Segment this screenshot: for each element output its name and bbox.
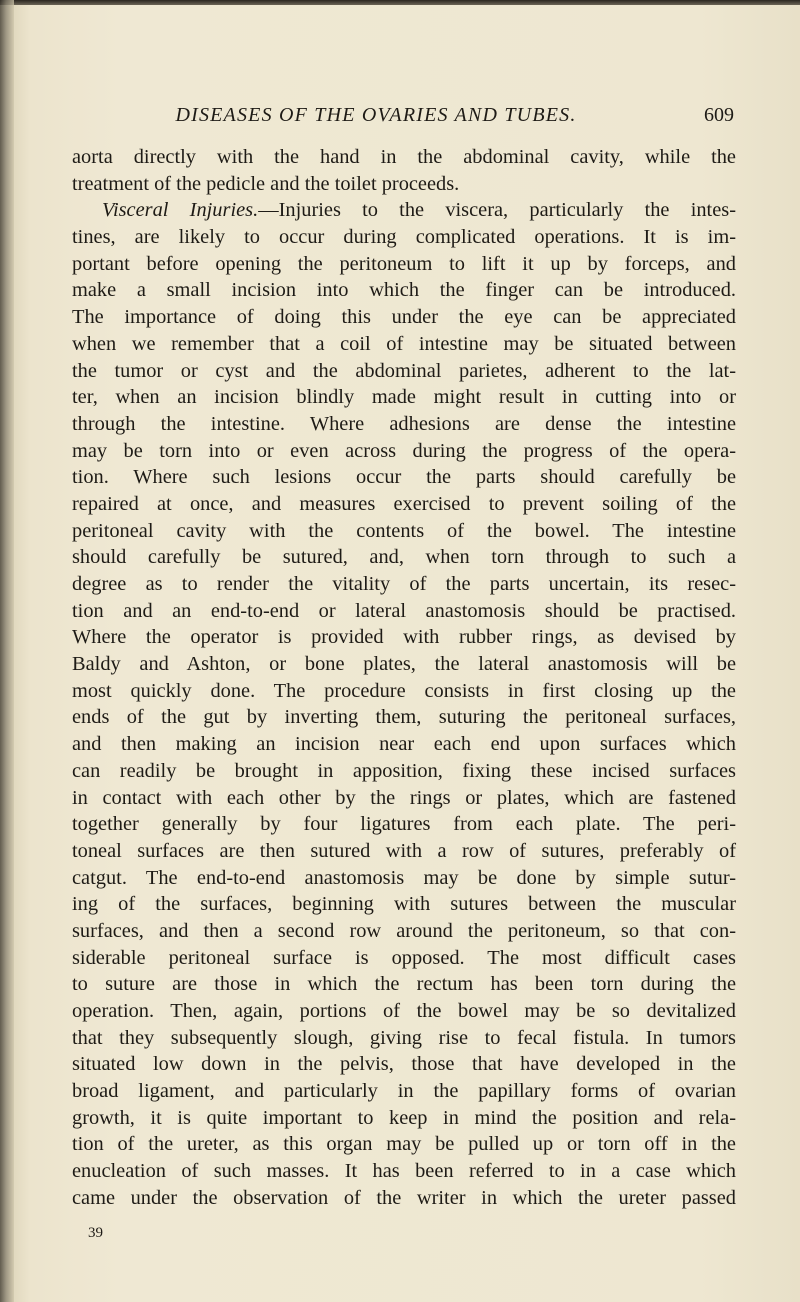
text-line-content: ing of the surfaces, beginning with sutures between the muscular <box>72 893 736 916</box>
text-line <box>72 544 736 571</box>
text-line <box>72 438 736 465</box>
text-line <box>72 1105 736 1132</box>
text-line-content: portant before opening the peritoneum to lift it up by forceps, and <box>72 252 736 275</box>
text-line <box>72 785 736 812</box>
text-line-content: that they subsequently slough, giving rise to fecal fistula. In tumors <box>72 1026 736 1049</box>
text-line-content: tion and an end-to-end or lateral anastomosis should be practised. <box>72 599 736 622</box>
text-line <box>72 1025 736 1052</box>
text-line-content: —Injuries to the viscera, particularly the intes- <box>258 199 736 222</box>
text-line-content: should carefully be sutured, and, when torn through to such a <box>72 546 736 569</box>
text-line-content: degree as to render the vitality of the parts uncertain, its resec- <box>72 573 736 595</box>
text-line <box>72 1158 736 1185</box>
text-line <box>72 1051 736 1078</box>
text-line <box>72 651 736 678</box>
text-line-content: broad ligament, and particularly in the papillary forms of ovarian <box>72 1080 736 1103</box>
text-line <box>72 704 736 731</box>
text-line <box>72 891 736 918</box>
text-line <box>72 331 736 358</box>
text-line-content: when we remember that a coil of intestine may be situated between <box>72 332 736 355</box>
text-line-content: may be torn into or even across during the progress of the opera- <box>72 439 736 462</box>
text-line-content: ends of the gut by inverting them, suturing the peritoneal surfaces, <box>72 706 736 729</box>
text-line-content: Baldy and Ashton, or bone plates, the lateral anastomosis will be <box>72 653 736 676</box>
text-line <box>72 971 736 998</box>
text-line <box>72 144 736 171</box>
text-line-content: The importance of doing this under the eye can be appreciated <box>72 306 736 329</box>
text-line <box>72 464 736 491</box>
text-line <box>72 1078 736 1105</box>
text-line-content: catgut. The end-to-end anastomosis may be done by simple sutur- <box>72 866 736 889</box>
text-line-content: together generally by four ligatures from each plate. The peri- <box>72 813 736 836</box>
page-number: 609 <box>704 104 734 126</box>
text-line <box>72 678 736 705</box>
text-line <box>72 224 736 251</box>
text-line <box>72 358 736 385</box>
text-line-content: make a small incision into which the finger can be introduced. <box>72 279 736 302</box>
text-line-content: treatment of the pedicle and the toilet proceeds. <box>72 172 460 195</box>
text-line <box>72 838 736 865</box>
text-line <box>72 624 736 651</box>
text-line <box>72 384 736 411</box>
text-line <box>72 865 736 892</box>
text-line-content: enucleation of such masses. It has been referred to in a case which <box>72 1160 736 1183</box>
text-line-content: through the intestine. Where adhesions are dense the intestine <box>72 412 736 435</box>
text-line-content: siderable peritoneal surface is opposed. The most difficult cases <box>72 946 736 969</box>
text-line <box>72 304 736 331</box>
text-line-content: aorta directly with the hand in the abdominal cavity, while the <box>72 146 736 168</box>
text-line-content: tion. Where such lesions occur the parts should carefully be <box>72 466 736 489</box>
text-line-content: in contact with each other by the rings or plates, which are fastened <box>72 786 736 809</box>
text-line <box>72 1131 736 1158</box>
text-line <box>72 171 736 198</box>
text-line <box>72 518 736 545</box>
text-line-content: can readily be brought in apposition, fixing these incised surfaces <box>72 759 736 782</box>
text-line-content: growth, it is quite important to keep in mind the position and rela- <box>72 1106 736 1129</box>
text-line <box>72 918 736 945</box>
text-line-content: most quickly done. The procedure consists in first closing up the <box>72 679 736 702</box>
text-line <box>72 491 736 518</box>
running-head-title: DISEASES OF THE OVARIES AND TUBES. <box>175 104 577 126</box>
text-line-content: surfaces, and then a second row around the peritoneum, so that con- <box>72 919 736 942</box>
text-line-content: ter, when an incision blindly made might result in cutting into or <box>72 386 736 409</box>
text-line-content: Where the operator is provided with rubber rings, as devised by <box>72 626 736 649</box>
text-line <box>72 598 736 625</box>
page-top-edge <box>0 0 800 5</box>
text-line-content: to suture are those in which the rectum has been torn during the <box>72 973 736 996</box>
running-head <box>98 104 734 134</box>
section-heading-italic: Visceral Injuries. <box>102 199 259 222</box>
text-line-content: peritoneal cavity with the contents of the bowel. The intestine <box>72 519 736 542</box>
text-line-content: operation. Then, again, portions of the bowel may be so devitalized <box>72 1000 736 1022</box>
text-line-content: situated low down in the pelvis, those that have developed in the <box>72 1053 736 1076</box>
text-line <box>72 758 736 785</box>
text-line-content: tines, are likely to occur during complicated operations. It is im- <box>72 226 736 249</box>
text-line <box>72 731 736 758</box>
text-line <box>72 945 736 972</box>
text-line <box>72 197 736 224</box>
text-line-content: repaired at once, and measures exercised to prevent soiling of the <box>72 492 736 515</box>
text-line-content: toneal surfaces are then sutured with a row of sutures, preferably of <box>72 839 736 862</box>
text-line <box>72 571 736 598</box>
text-line-content: tion of the ureter, as this organ may be pulled up or torn off in the <box>72 1133 736 1156</box>
text-line <box>72 1185 736 1212</box>
text-line-content: came under the observation of the writer in which the ureter passed <box>72 1186 736 1209</box>
signature-mark: 39 <box>88 1225 103 1241</box>
text-line <box>72 251 736 278</box>
text-line <box>72 811 736 838</box>
text-line <box>72 998 736 1025</box>
page-binding-edge <box>0 0 14 1302</box>
body-text <box>72 144 736 1212</box>
text-line <box>72 411 736 438</box>
text-line-content: the tumor or cyst and the abdominal parietes, adherent to the lat- <box>72 359 736 382</box>
text-line-content: and then making an incision near each end upon surfaces which <box>72 733 736 756</box>
text-line <box>72 277 736 304</box>
